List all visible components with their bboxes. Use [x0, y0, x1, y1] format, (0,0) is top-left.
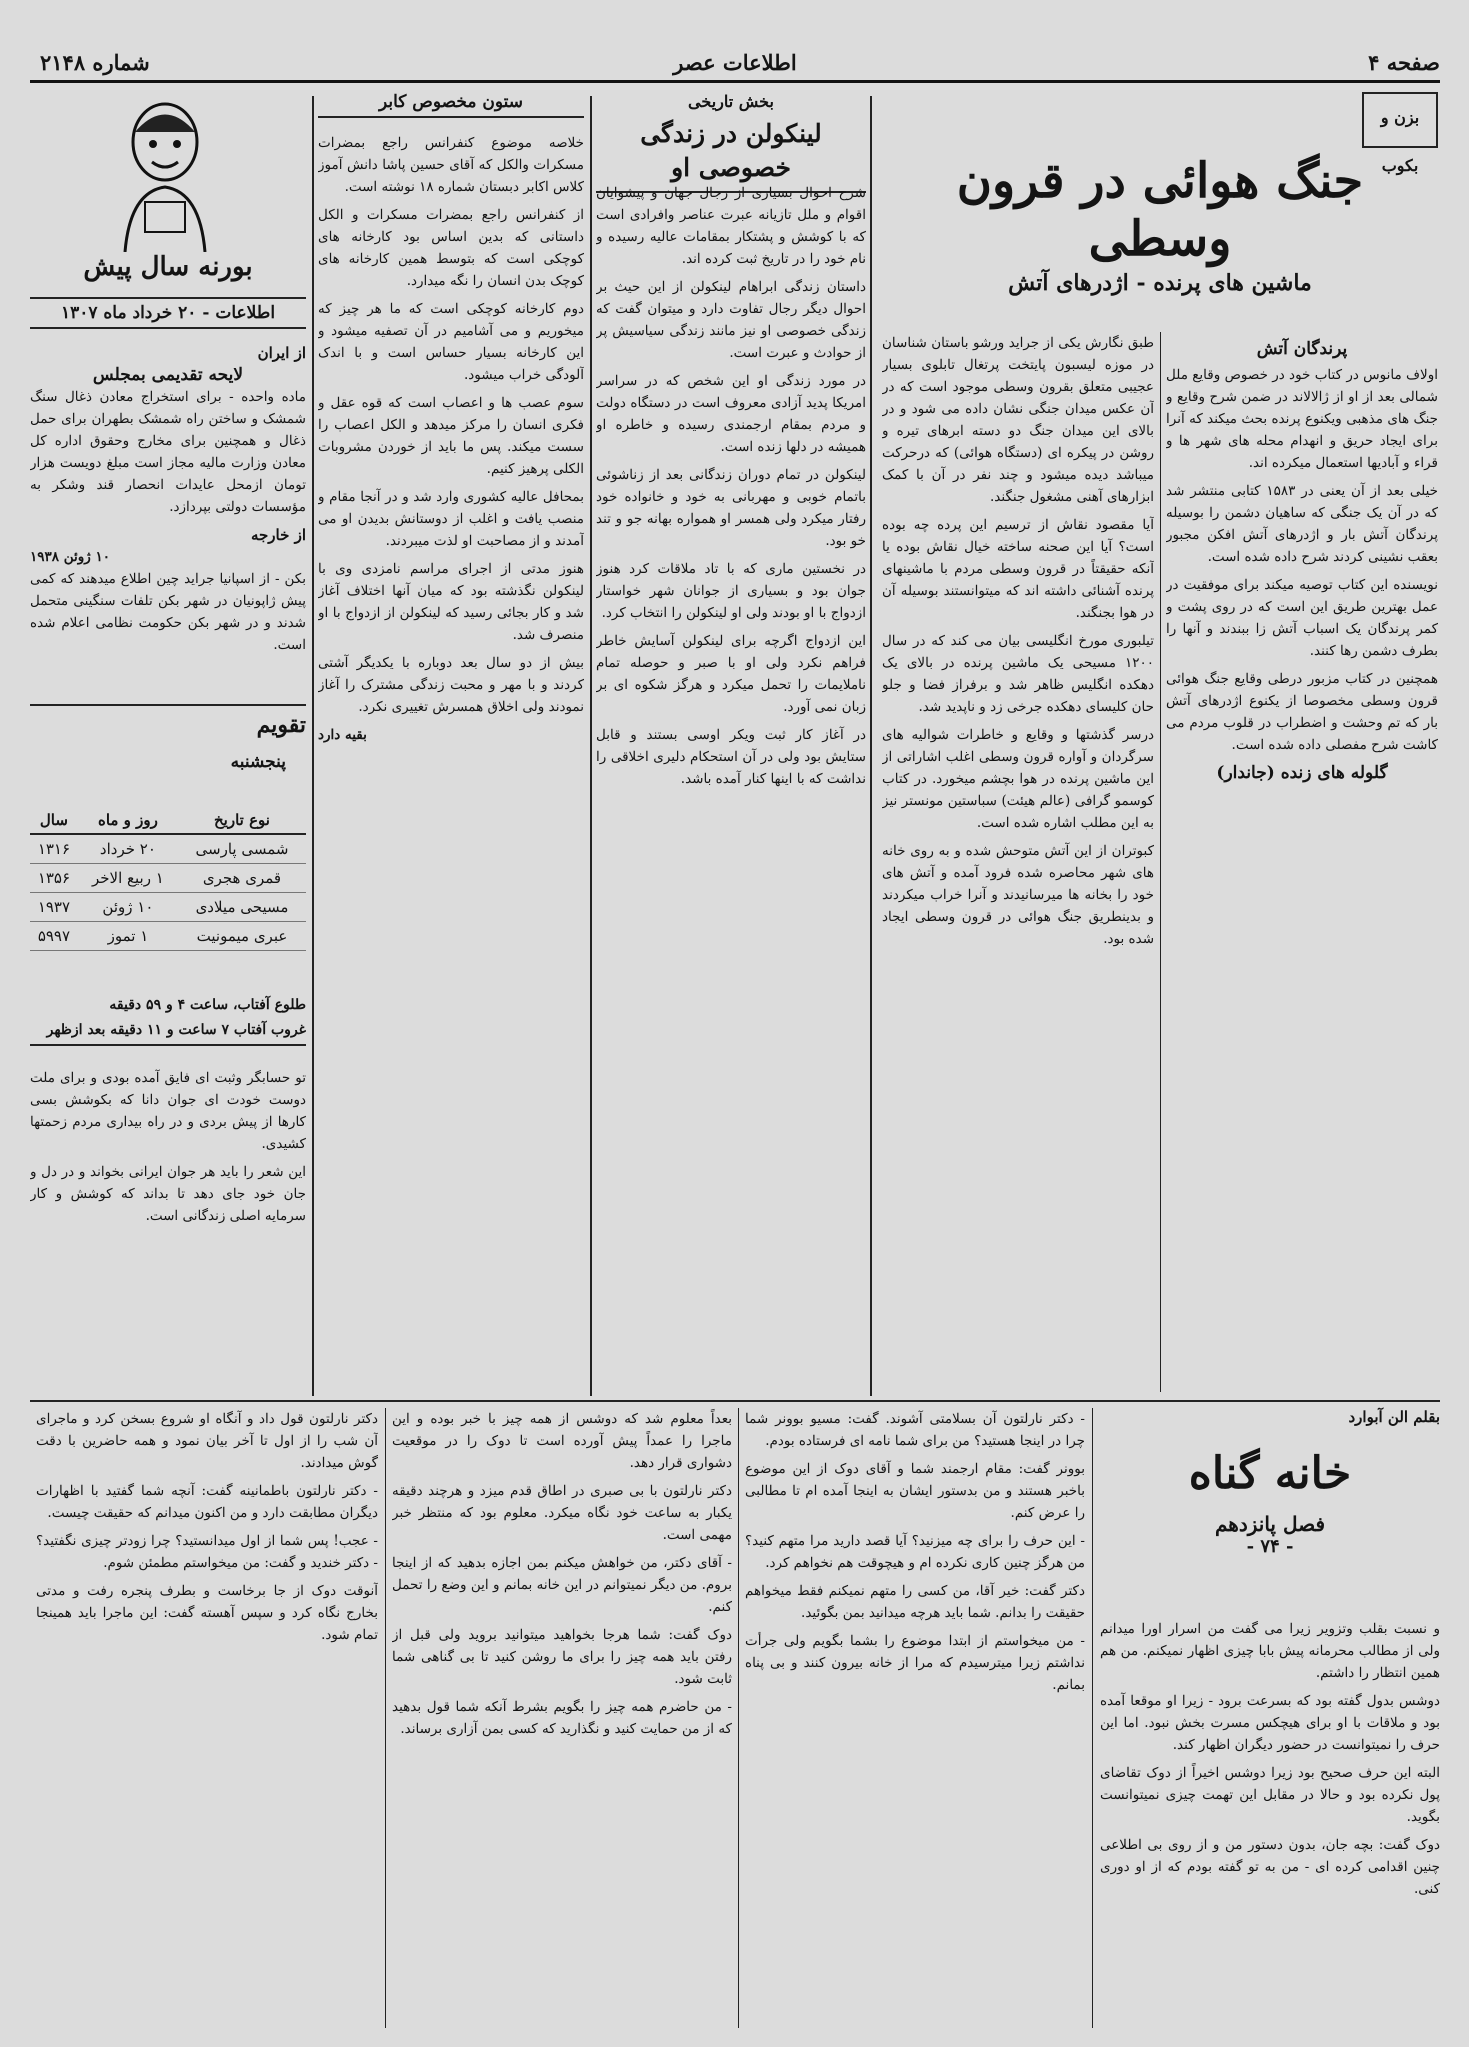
table-cell: شمسی پارسی: [178, 834, 306, 864]
story-col-4: [36, 1408, 378, 2018]
main-headline: جنگ هوائی در قرون وسطی: [956, 153, 1364, 267]
paragraph: دوشس بدول گفته بود که بسرعت برود - زیرا او موقعا آمده بود و ملاقات با او برای هیچکس مسرت بخش نبود. اما این حرف را نمیتوانست در حضور دیگران اظهار کند.: [1100, 1693, 1440, 1753]
story-col-1: [1100, 1618, 1440, 2018]
poem-block: [30, 1067, 306, 1387]
paragraph: دوک گفت: بچه جان، بدون دستور من و از روی بی اطلاعی چنین اقدامی کرده ای - من به تو گفته بودم که از او دوری کنی.: [1100, 1837, 1440, 1897]
column-rule: [1160, 332, 1161, 1392]
paragraph: البته این حرف صحیح بود زیرا دوشس اخیراً از دوک تقاضای پول نکرده بود و حالا در مقابل این تهمت چیزی نمیتوانست بگوید.: [1100, 1765, 1440, 1825]
table-cell: قمری هجری: [178, 864, 306, 893]
page-number: صفحه ۴: [1368, 50, 1440, 75]
paragraph: - من میخواستم از ابتدا موضوع را بشما بگویم ولی جرأت نداشتم زیرا میترسیدم که مرا از خانه بیرون کنند و بی پناه بمانم.: [745, 1633, 1085, 1693]
paragraph: کبوتران از این آتش متوحش شده و به روی خانه های شهر محاصره شده فرود آمده و آتش های خود را بخانه ها میرسانیدند و آنرا خراب میکردند و بدینطریق جنگ هوائی در قرون وسطی ایجاد شده بود.: [882, 843, 1154, 947]
section-rule: [30, 704, 306, 706]
column-rule: [385, 1408, 386, 2028]
story-col-2: [745, 1408, 1085, 2018]
table-row: [30, 864, 306, 893]
continued-label: بقیه دارد: [318, 727, 367, 743]
table-cell: ۱۹۳۷: [30, 893, 78, 922]
calendar-table: [30, 807, 306, 951]
paragraph: - این حرف را برای چه میزنید؟ آیا قصد دارید مرا متهم کنید؟ من هرگز چنین کاری نکرده ام و هیچوقت هم نخواهم کرد.: [745, 1533, 1085, 1571]
caricature-illustration: [90, 92, 240, 252]
paragraph: این شعر را باید هر جوان ایرانی بخواند و در دل و جان خود جای دهد تا بداند که کوشش و کار سرمایه اصلی زندگانی است.: [30, 1164, 306, 1224]
paragraph: داستان زندگی ابراهام لینکولن از این حیث بر احوال دیگر رجال تفاوت دارد و میتوان گفت که زندگی خصوصی او نیز مانند زندگی سیاسیش پر از حوادث و عبرت است.: [596, 279, 866, 361]
table-row: [30, 922, 306, 951]
paragraph: این ازدواج اگرچه برای لینکولن آسایش خاطر فراهم نکرد ولی او با صبر و حوصله تمام ناملایمات را تحمل میکرد و هرگز شکوه ای بر زبان نمی آورد.: [596, 633, 866, 715]
story-author: بقلم الن آبوارد: [1348, 1408, 1440, 1426]
foreign-text: بکن - از اسپانیا جراید چین اطلاع میدهند که کمی پیش ژاپونیان در شهر بکن تلفات سنگینی متحمل شدند و در شهر بکن حکومت نظامی اعلام شده است.: [30, 571, 306, 653]
foreign-label: از خارجه: [250, 526, 306, 544]
paragraph: بوونر گفت: مقام ارجمند شما و آقای دوک از این موضوع باخبر هستند و من بدستور ایشان به اینجا آمده ام تا مطالبی را عرض کنم.: [745, 1461, 1085, 1521]
column-rule: [870, 96, 872, 1396]
main-subtitle: ماشین های پرنده - اژدرهای آتش: [1008, 270, 1312, 296]
paragraph: - دکتر نارلتون آن بسلامتی آشوند. گفت: مسیو بوونر شما چرا در اینجا هستید؟ من برای شما نامه ای فرستاده بودم.: [745, 1411, 1085, 1449]
paragraph: لینکولن در تمام دوران زندگانی بعد از زناشوئی باتمام خوبی و مهربانی به خود و خانواده خود رفتار میکرد ولی همسر او همواره بهانه جو و تند خو بود.: [596, 467, 866, 549]
calendar-title: تقویم: [256, 712, 306, 738]
paragraph: بیش از دو سال بعد دوباره با یکدیگر آشتی کردند و با مهر و محبت زندگی مشترک را آغاز نمودند ولی اخلاق همسرش تغییری نکرد.: [318, 655, 584, 715]
paragraph: خیلی بعد از آن یعنی در ۱۵۸۳ کتابی منتشر شد که در آن یک جنگی که ساهیان دشمن را بوسیله پرندگان آتش بار و اژدرهای آتش افکن مجبور بعقب نشینی کردند شرح داده شده است.: [1166, 483, 1438, 565]
story-episode: - ۷۴ -: [1246, 1536, 1294, 1557]
paper-name: اطلاعات عصر: [673, 50, 797, 75]
bill-title: لایحه تقدیمی بمجلس: [92, 365, 244, 385]
lincoln-title: لینکولن در زندگی خصوصی او: [596, 117, 866, 193]
paragraph: دکتر گفت: خیر آقا، من کسی را متهم نمیکنم فقط میخواهم حقیقت را بدانم. شما باید هرچه میدانید بمن بگوئید.: [745, 1583, 1085, 1621]
story-header-col: [1100, 1408, 1440, 2028]
iran-label: از ایران: [257, 344, 306, 362]
serial-story: [30, 1408, 1440, 2028]
paragraph: در آغاز کار ثبت ویکر اوسی بستند و قابل ستایش بود ولی در آن استحکام دلیری اخلاقی را نداشت که با اینها کنار آمده باشد.: [596, 727, 866, 787]
table-cell: ۵۹۹۷: [30, 922, 78, 951]
paragraph: سوم عصب ها و اعصاب است که قوه عقل و فکری انسان را مرکز میدهد و الکل اعصاب را سست میکند. پس ما باید از خوردن مشروبات الکلی پرهیز کنیم.: [318, 395, 584, 477]
column-rule: [590, 96, 592, 1396]
column-logo: بزن و بکوب: [1362, 92, 1438, 148]
editorial-column: [318, 92, 584, 1392]
lincoln-article: [596, 92, 866, 1392]
paragraph: در مورد زندگی او این شخص که در سراسر امریکا پدید آزادی معروف است در دستگاه دولت و مردم بمقام ارجمندی رسیده و خاطره او همیشه در دلها زنده است.: [596, 373, 866, 455]
calendar-header: سال: [30, 807, 78, 834]
table-cell: عبری میمونیت: [178, 922, 306, 951]
table-cell: مسیحی میلادی: [178, 893, 306, 922]
table-cell: ۱۳۵۶: [30, 864, 78, 893]
paragraph: نویسنده این کتاب توصیه میکند برای موفقیت در عمل بهترین طریق این است که در روی پشت و کمر پرندگان یک اسباب آتش زا ببندند و آنها را بطرف دشمن رها کنند.: [1166, 577, 1438, 659]
table-cell: ۱۳۱۶: [30, 834, 78, 864]
main-article-col-2: [1166, 332, 1438, 1392]
calendar-header: روز و ماه: [78, 807, 178, 834]
section-tag: ستون مخصوص کابر: [318, 92, 584, 118]
paragraph: - آقای دکتر، من خواهش میکنم بمن اجازه بدهید که از اینجا بروم. من دیگر نمیتوانم در این خانه بمانم و این وضع را تحمل کنم.: [392, 1555, 732, 1615]
section-heading: پرندگان آتش: [1256, 339, 1348, 359]
main-headline-block: [882, 152, 1438, 302]
paragraph: آیا مقصود نقاش از ترسیم این پرده چه بوده است؟ آیا این صحنه ساخته خیال نقاش بوده یا آنکه حقیقتاً در قرون وسطی مردم با ماشینهای پرنده آشنائی داشته اند که میتوانستند بوسیله آن در هوا بجنگند.: [882, 517, 1154, 621]
paragraph: بعداً معلوم شد که دوشس از همه چیز با خبر بوده و این ماجرا را عمداً پیش آورده است تا دوک را در موقعیت دشواری قرار دهد.: [392, 1411, 732, 1471]
paragraph: در نخستین ماری که با تاد ملاقات کرد هنوز جوان بود و بسیاری از جوانان شهر خواستار ازدواج با او بودند ولی او لینکولن را انتخاب کرد.: [596, 561, 866, 621]
caricature-caption: بورنه سال پیش: [83, 252, 253, 282]
sunrise: طلوع آفتاب، ساعت ۴ و ۵۹ دقیقه: [109, 997, 306, 1013]
paragraph: طبق نگارش یکی از جراید ورشو باستان شناسان در موزه لیسبون پایتخت پرتغال تابلوی بسیار عجیبی متعلق بقرون وسطی موجود است که در آن عکس میدان جنگی نشان داده می شود و در بالای این میدان جنگ دو دسته ابرهای تیره و روشن در پیکره ای (دستگاه هوائی) که درحرکت میباشد دیده میشود و چند نفر در آن با کمک ابزارهای آهنی مشغول جنگند.: [882, 335, 1154, 505]
table-row: [30, 893, 306, 922]
editorial-body: [318, 132, 584, 1382]
table-cell: ۲۰ خرداد: [78, 834, 178, 864]
paragraph: تو حسابگر وثبت ای فایق آمده بودی و برای ملت دوست خودت ای جوان دانا که بکوشش بسی کارها از پیش بردی و در راه بیداری مردم زحمتها کشیدی.: [30, 1070, 306, 1152]
table-cell: ۱ تموز: [78, 922, 178, 951]
section-tag: بخش تاریخی: [688, 92, 774, 111]
paragraph: آنوقت دوک از جا برخاست و بطرف پنجره رفت و مدتی بخارج نگاه کرد و سپس آهسته گفت: این ماجرا باید همینجا تمام شود.: [36, 1583, 378, 1643]
sunset: غروب آفتاب ۷ ساعت و ۱۱ دقیقه بعد ازظهر: [30, 1022, 306, 1046]
column-rule: [1092, 1408, 1093, 2028]
paragraph: شرح احوال بسیاری از رجال جهان و پیشوایان اقوام و ملل تازیانه عبرت عناصر وافرادی است که با کوشش و پشتکار بمقامات عالیه رسیده و نام خود را در تاریخ ثبت کرده اند.: [596, 185, 866, 267]
paragraph: بمحافل عالیه کشوری وارد شد و در آنجا مقام و منصب یافت و اغلب از دوستانش بدیدن او می آمدند و از مصاحبت او لذت میبردند.: [318, 489, 584, 549]
main-article: [882, 92, 1438, 1392]
issue-number: شماره ۲۱۴۸: [40, 50, 150, 75]
section-rule: [30, 1400, 1440, 1402]
lincoln-body: [596, 182, 866, 1382]
date-line: اطلاعات - ۲۰ خرداد ماه ۱۳۰۷: [30, 297, 306, 329]
paragraph: از کنفرانس راجع بمضرات مسکرات و الکل داستانی که بدین اساس بود کارخانه های کوچکی است که بتوسط همین کارخانه های کوچک بدن انسان را نگه میدارد.: [318, 207, 584, 289]
calendar-header: نوع تاریخ: [178, 807, 306, 834]
paragraph: - من حاضرم همه چیز را بگویم بشرط آنکه شما قول بدهید که از من حمایت کنید و نگذارید که کسی بمن آزاری برساند.: [392, 1699, 732, 1737]
main-article-col-1: [882, 332, 1154, 1392]
foreign-date: ۱۰ ژوئن ۱۹۳۸: [30, 549, 111, 565]
paragraph: درسر گذشتها و وقایع و خاطرات شوالیه های سرگردان و آواره قرون وسطی اغلب اشاراتی از این ماشین پرنده در هوا بچشم میخورد. در کتاب کوسمو گرافی (عالم هیئت) سباستین مونستر نیز به این مطلب اشاره شده است.: [882, 727, 1154, 831]
left-column: [30, 92, 306, 1392]
bill-text: ماده واحده - برای استخراج معادن ذغال سنگ شمشک و ساختن راه شمشک بطهران برای حمل ذغال و همچنین برای مخارج وحقوق اداره کل معادن وزارت مالیه مجاز است مبلغ دویست هزار تومان ازمحل عایدات انحصار قند وشکر به مؤسسات دولتی بپردازد.: [30, 389, 306, 515]
section-heading: گلوله های زنده (جاندار): [1216, 763, 1388, 783]
paragraph: خلاصه موضوع کنفرانس راجع بمضرات مسکرات والکل که آقای حسین پاشا دانش آموز کلاس اکابر دبستان شماره ۱۸ نوشته است.: [318, 135, 584, 195]
table-cell: ۱۰ ژوئن: [78, 893, 178, 922]
paragraph: دکتر نارلتون با بی صبری در اطاق قدم میزد و هرچند دقیقه یکبار به ساعت خود نگاه میکرد. معلوم بود که منتظر خبر مهمی است.: [392, 1483, 732, 1543]
column-rule: [312, 96, 314, 1396]
weekday: پنجشنبه: [230, 752, 286, 772]
table-cell: ۱ ربیع الاخر: [78, 864, 178, 893]
story-col-3: [392, 1408, 732, 2018]
paragraph: تیلبوری مورخ انگلیسی بیان می کند که در سال ۱۲۰۰ مسیحی یک ماشین پرنده در بالای یک دهکده انگلیس ظاهر شد و برفراز فضا و جلو حان کلیسای دهکده جرخی زد و ناپدید شد.: [882, 633, 1154, 715]
paragraph: دوک گفت: شما هرجا بخواهید میتوانید بروید ولی قبل از رفتن باید همه چیز را برای ما روشن کنید تا بی گناهی شما ثابت شود.: [392, 1627, 732, 1687]
paragraph: - دکتر نارلتون باطمانینه گفت: آنچه شما گفتید با اظهارات دیگران مطابقت دارد و من اکنون میدانم که حقیقت چیست.: [36, 1483, 378, 1521]
paragraph: دوم کارخانه کوچکی است که ما هر چیز که میخوریم و می آشامیم در آن تصفیه میشود و این کارخانه بسیار حساس است و با اندک آلودگی خراب میشود.: [318, 301, 584, 383]
paragraph: اولاف مانوس در کتاب خود در خصوص وقایع ملل شمالی بعد از او از ژالالاند در ضمن شرح وقایع و جنگ های مذهبی ویکنوع پرنده بحث میکند که آنرا برای ایجاد حریق و انهدام محله های شهر ها و قراء و آبادیها استعمال میکرده اند.: [1166, 367, 1438, 471]
news-block: [30, 342, 306, 812]
story-title: خانه گناه: [1188, 1448, 1352, 1499]
paragraph: - عجب! پس شما از اول میدانستید؟ چرا زودتر چیزی نگفتید؟ - دکتر خندید و گفت: من میخواستم مطمئن شوم.: [36, 1533, 378, 1571]
paragraph: هنوز مدتی از اجرای مراسم نامزدی وی با لینکولن نگذشته بود که میان آنها اختلاف آغاز شد و کار بجائی رسید که لینکولن از ازدواج با او منصرف شد.: [318, 561, 584, 643]
paragraph: همچنین در کتاب مزبور درطی وقایع جنگ هوائی قرون وسطی مخصوصا از یکنوع اژدرهای آتش بار که تم وحشت و اضطراب در قلوب مردم می کاشت شرح مفصلی داده شده است.: [1166, 671, 1438, 753]
masthead: [30, 50, 1440, 83]
table-row: [30, 834, 306, 864]
paragraph: دکتر نارلتون قول داد و آنگاه او شروع بسخن کرد و ماجرای آن شب را از اول تا آخر بیان نمود و همه حاضرین با دقت گوش میدادند.: [36, 1411, 378, 1471]
paragraph: و نسبت بقلب وتزویر زیرا می گفت من اسرار اورا میدانم ولی از مطالب محرمانه پیش بابا چیزی اظهار نمیکنم. من هم همین انتظار را داشتم.: [1100, 1621, 1440, 1681]
column-rule: [738, 1408, 739, 2028]
story-chapter: فصل پانزدهم: [1214, 1512, 1326, 1536]
